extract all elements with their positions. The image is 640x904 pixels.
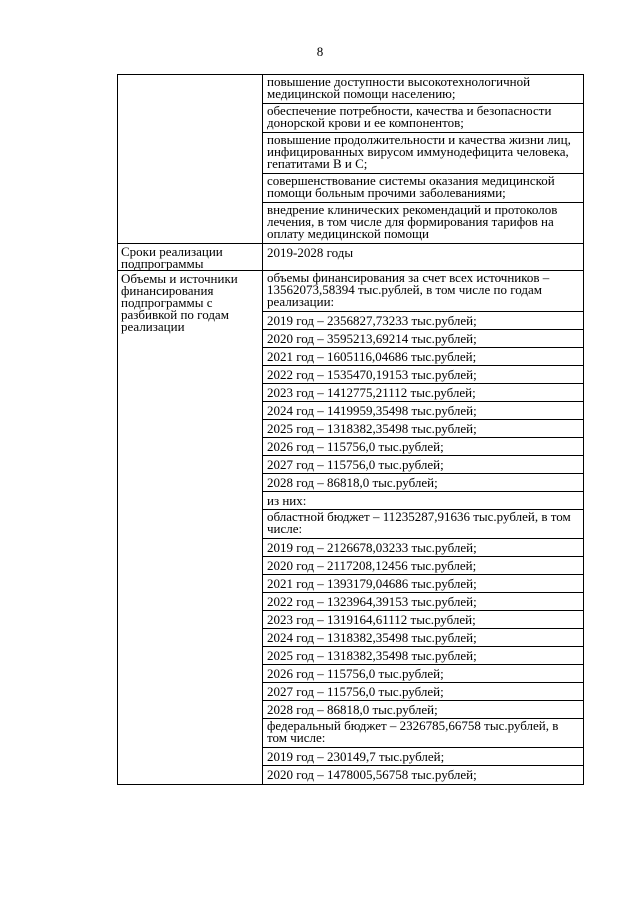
federal-budget-paragraph: федеральный бюджет – 2326785,66758 тыс.рублей, в том числе: — [263, 719, 583, 748]
regional-budget-paragraph: областной бюджет – 11235287,91636 тыс.рублей, в том числе: — [263, 510, 583, 539]
regional-year-line: 2023 год – 1319164,61112 тыс.рублей; — [263, 611, 583, 629]
subprogram-passport-table — [117, 74, 584, 785]
row-label: Сроки реализации подпрограммы — [121, 244, 223, 271]
funding-year-line: 2021 год – 1605116,04686 тыс.рублей; — [263, 348, 583, 366]
row-label-cell — [118, 271, 263, 785]
table-row-period — [118, 244, 584, 271]
goal-paragraph: совершенствование системы оказания медицинской помощи больным прочими заболеваниями; — [263, 174, 583, 203]
funding-year-line: 2026 год – 115756,0 тыс.рублей; — [263, 438, 583, 456]
funding-subheading: из них: — [263, 492, 583, 510]
period-paragraph: 2019-2028 годы — [267, 245, 354, 260]
goal-paragraph: повышение доступности высокотехнологичной медицинской помощи населению; — [263, 75, 583, 104]
table-row-goals — [118, 75, 584, 244]
regional-year-line: 2025 год – 1318382,35498 тыс.рублей; — [263, 647, 583, 665]
federal-year-line: 2020 год – 1478005,56758 тыс.рублей; — [267, 767, 477, 782]
regional-year-line: 2028 год – 86818,0 тыс.рублей; — [263, 701, 583, 719]
table-row-funding — [118, 271, 584, 785]
regional-year-line: 2021 год – 1393179,04686 тыс.рублей; — [263, 575, 583, 593]
funding-year-line: 2023 год – 1412775,21112 тыс.рублей; — [263, 384, 583, 402]
row-content-cell — [263, 75, 584, 244]
goal-paragraph: обеспечение потребности, качества и безопасности донорской крови и ее компонентов; — [263, 104, 583, 133]
goal-paragraph: внедрение клинических рекомендаций и протоколов лечения, в том числе для формирования тарифов на оплату медицинской помощи — [267, 202, 558, 241]
regional-year-line: 2019 год – 2126678,03233 тыс.рублей; — [263, 539, 583, 557]
funding-year-line: 2022 год – 1535470,19153 тыс.рублей; — [263, 366, 583, 384]
funding-year-line: 2020 год – 3595213,69214 тыс.рублей; — [263, 330, 583, 348]
row-content-cell — [263, 244, 584, 271]
funding-year-line: 2027 год – 115756,0 тыс.рублей; — [263, 456, 583, 474]
regional-year-line: 2027 год – 115756,0 тыс.рублей; — [263, 683, 583, 701]
funding-year-line: 2024 год – 1419959,35498 тыс.рублей; — [263, 402, 583, 420]
row-label-cell — [118, 75, 263, 244]
page-number: 8 — [316, 44, 324, 59]
funding-paragraph: объемы финансирования за счет всех источников – 13562073,58394 тыс.рублей, в том числе по годам реализации: — [263, 271, 583, 312]
regional-year-line: 2024 год – 1318382,35498 тыс.рублей; — [263, 629, 583, 647]
funding-year-line: 2025 год – 1318382,35498 тыс.рублей; — [263, 420, 583, 438]
goal-paragraph: повышение продолжительности и качества жизни лиц, инфицированных вирусом иммунодефицита человека, гепатитами В и С; — [263, 133, 583, 174]
row-label: Объемы и источники финансирования подпрограммы с разбивкой по годам реализации — [121, 271, 238, 334]
funding-year-line: 2028 год – 86818,0 тыс.рублей; — [263, 474, 583, 492]
regional-year-line: 2026 год – 115756,0 тыс.рублей; — [263, 665, 583, 683]
regional-year-line: 2020 год – 2117208,12456 тыс.рублей; — [263, 557, 583, 575]
funding-year-line: 2019 год – 2356827,73233 тыс.рублей; — [263, 312, 583, 330]
row-label-cell — [118, 244, 263, 271]
row-label — [118, 75, 262, 77]
regional-year-line: 2022 год – 1323964,39153 тыс.рублей; — [263, 593, 583, 611]
row-content-cell — [263, 271, 584, 785]
federal-year-line: 2019 год – 230149,7 тыс.рублей; — [263, 748, 583, 766]
